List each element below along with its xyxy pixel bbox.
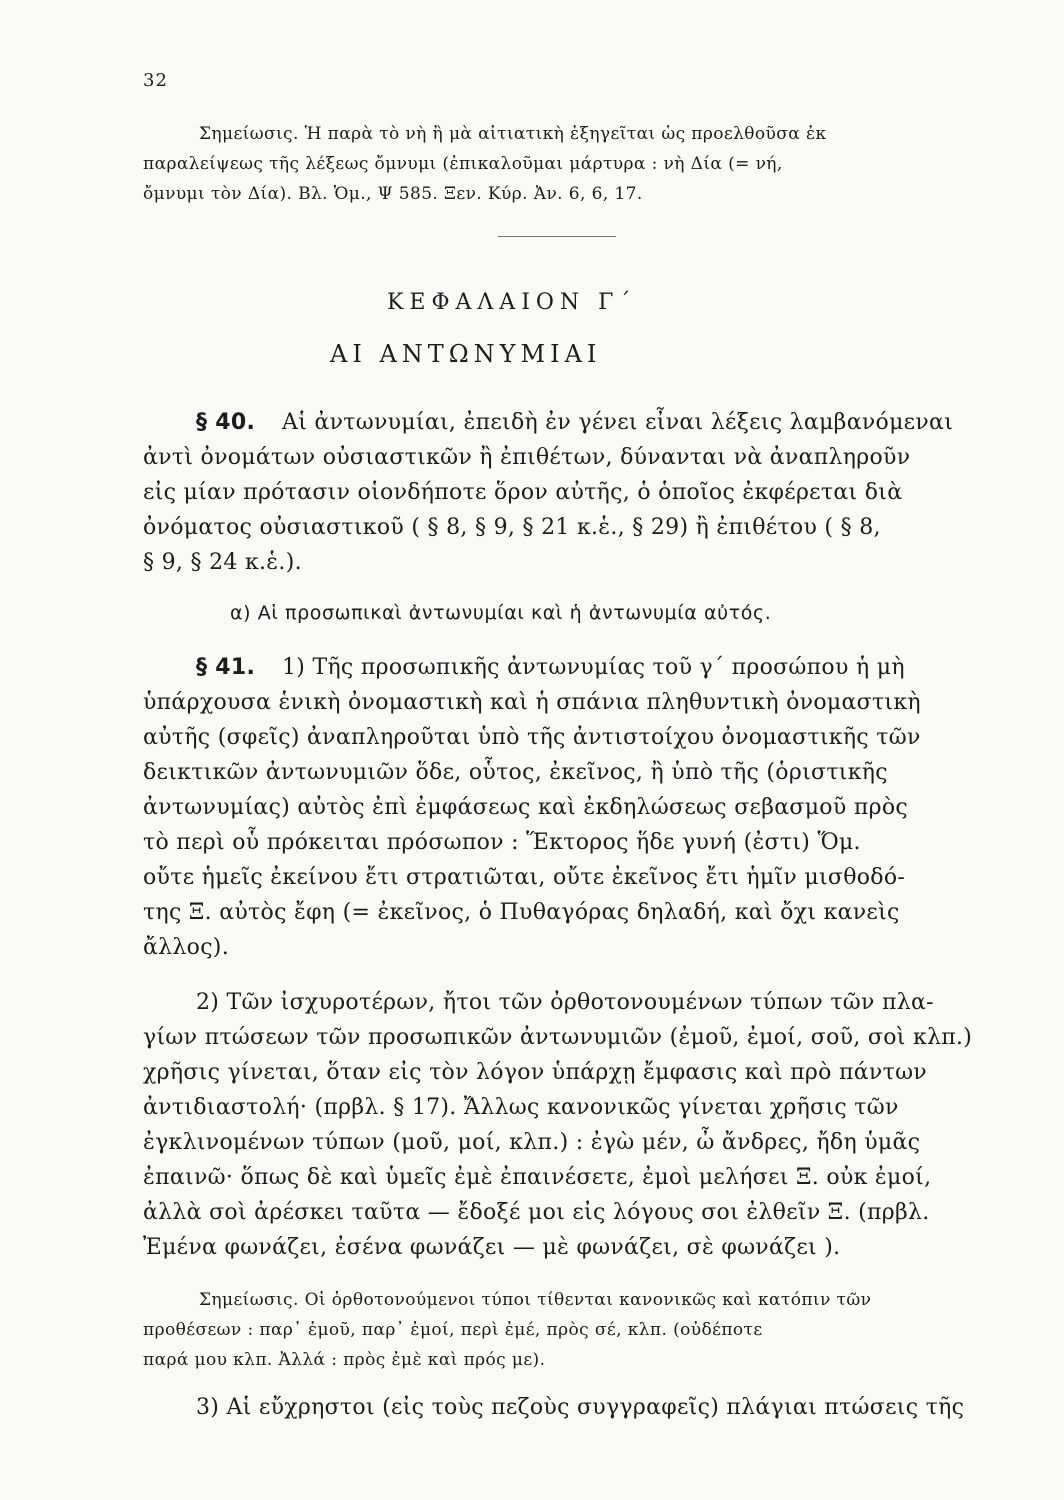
paragraph-3-line: 3) Αἱ εὔχρηστοι (εἰς τοὺς πεζοὺς συγγραφεῖς) πλάγιαι πτώσεις τῆς <box>196 1395 965 1420</box>
section-41-line: γίων πτώσεων τῶν προσωπικῶν ἀντωνυμιῶν (ἐμοῦ, ἐμοί, σοῦ, σοὶ κλπ.) <box>143 1025 973 1050</box>
subheading: α) Αἱ προσωπικαὶ ἀντωνυμίαι καὶ ἡ ἀντωνυμία αὐτός. <box>230 602 772 624</box>
section-41-line: 1) Τῆς προσωπικῆς ἀντωνυμίας τοῦ γ΄ προσώπου ἡ μὴ <box>282 655 905 680</box>
section-40-line: Αἱ ἀντωνυμίαι, ἐπειδὴ ἐν γένει εἶναι λέξεις λαμβανόμεναι <box>282 410 954 435</box>
section-41-line: τὸ περὶ οὗ πρόκειται πρόσωπον : Ἕκτορος ἥδε γυνή (ἐστι) Ὅμ. <box>143 830 861 855</box>
section-41-line: Ἐμένα φωνάζει, ἐσένα φωνάζει — μὲ φωνάζει, σὲ φωνάζει ). <box>143 1235 841 1260</box>
note-2-line: προθέσεων : παρ᾽ ἐμοῦ, παρ᾽ ἐμοί, περὶ ἐμέ, πρὸς σέ, κλπ. (οὐδέποτε <box>143 1320 763 1340</box>
section-40-line: § 9, § 24 κ.ἑ.). <box>143 550 302 575</box>
section-41-line: οὔτε ἡμεῖς ἐκείνου ἔτι στρατιῶται, οὔτε ἐκεῖνος ἔτι ἡμῖν μισθοδό- <box>143 865 906 890</box>
section-number: § 41. <box>196 655 256 680</box>
section-41-line: της Ξ. αὐτὸς ἔφη (= ἐκεῖνος, ὁ Πυθαγόρας δηλαδή, καὶ ὄχι κανεὶς <box>143 900 900 925</box>
section-40-line: ἀντὶ ὀνομάτων οὐσιαστικῶν ἢ ἐπιθέτων, δύνανται νὰ ἀναπληροῦν <box>143 445 911 470</box>
section-41-line: δεικτικῶν ἀντωνυμιῶν ὅδε, οὗτος, ἐκεῖνος, ἢ ὑπὸ τῆς (ὁριστικῆς <box>143 760 888 785</box>
section-41-line: ἐπαινῶ· ὅπως δὲ καὶ ὑμεῖς ἐμὲ ἐπαινέσετε, ἐμοὶ μελήσει Ξ. οὐκ ἐμοί, <box>143 1165 932 1190</box>
section-41-line: ἀντωνυμίας) αὐτὸς ἐπὶ ἐμφάσεως καὶ ἐκδηλώσεως σεβασμοῦ πρὸς <box>143 795 908 820</box>
divider-rule <box>498 236 616 237</box>
section-41-line: ὑπάρχουσα ἑνικὴ ὀνομαστικὴ καὶ ἡ σπάνια πληθυντικὴ ὀνομαστικὴ <box>143 690 921 715</box>
note-1-line: παραλείψεως τῆς λέξεως ὄμνυμι (ἐπικαλοῦμαι μάρτυρα : νὴ Δία (= νή, <box>143 154 783 174</box>
section-41-line: χρῆσις γίνεται, ὅταν εἰς τὸν λόγον ὑπάρχῃ ἔμφασις καὶ πρὸ πάντων <box>143 1060 927 1085</box>
page-number: 32 <box>143 70 168 91</box>
note-2-line: παρά μου κλπ. Ἀλλά : πρὸς ἐμὲ καὶ πρός με). <box>143 1350 546 1370</box>
chapter-title: ΑΙ ΑΝΤΩΝΥΜΙΑΙ <box>330 340 602 368</box>
note-1-line: ὄμνυμι τὸν Δία). Βλ. Ὁμ., Ψ 585. Ξεν. Κύρ. Ἀν. 6, 6, 17. <box>143 184 643 204</box>
note-2-line: Σημείωσις. Οἱ ὀρθοτονούμενοι τύποι τίθενται κανονικῶς καὶ κατόπιν τῶν <box>199 1290 872 1310</box>
section-40-line: εἰς μίαν πρότασιν οἱονδήποτε ὅρον αὐτῆς, ὁ ὁποῖος ἐκφέρεται διὰ <box>143 480 903 505</box>
section-41-line: ἀλλὰ σοὶ ἀρέσκει ταῦτα — ἔδοξέ μοι εἰς λόγους σοι ἐλθεῖν Ξ. (πρβλ. <box>143 1200 930 1225</box>
section-number: § 40. <box>196 410 256 435</box>
chapter-label: ΚΕΦΑΛΑΙΟΝ Γ΄ <box>387 290 637 315</box>
section-40-line: ὀνόματος οὐσιαστικοῦ ( § 8, § 9, § 21 κ.ἑ., § 29) ἢ ἐπιθέτου ( § 8, <box>143 515 881 540</box>
section-41-line: αὐτῆς (σφεῖς) ἀναπληροῦται ὑπὸ τῆς ἀντιστοίχου ὀνομαστικῆς τῶν <box>143 725 921 750</box>
section-41-line: ἐγκλινομένων τύπων (μοῦ, μοί, κλπ.) : ἐγὼ μέν, ὦ ἄνδρες, ἤδη ὑμᾶς <box>143 1130 921 1155</box>
section-41-line: ἄλλος). <box>143 935 229 960</box>
note-1-line: Σημείωσις. Ἡ παρὰ τὸ νὴ ἢ μὰ αἰτιατικὴ ἐξηγεῖται ὡς προελθοῦσα ἐκ <box>199 124 827 144</box>
section-41-line: 2) Τῶν ἰσχυροτέρων, ἤτοι τῶν ὀρθοτονουμένων τύπων τῶν πλα- <box>196 990 934 1015</box>
section-41-line: ἀντιδιαστολή· (πρβλ. § 17). Ἄλλως κανονικῶς γίνεται χρῆσις τῶν <box>143 1095 899 1120</box>
